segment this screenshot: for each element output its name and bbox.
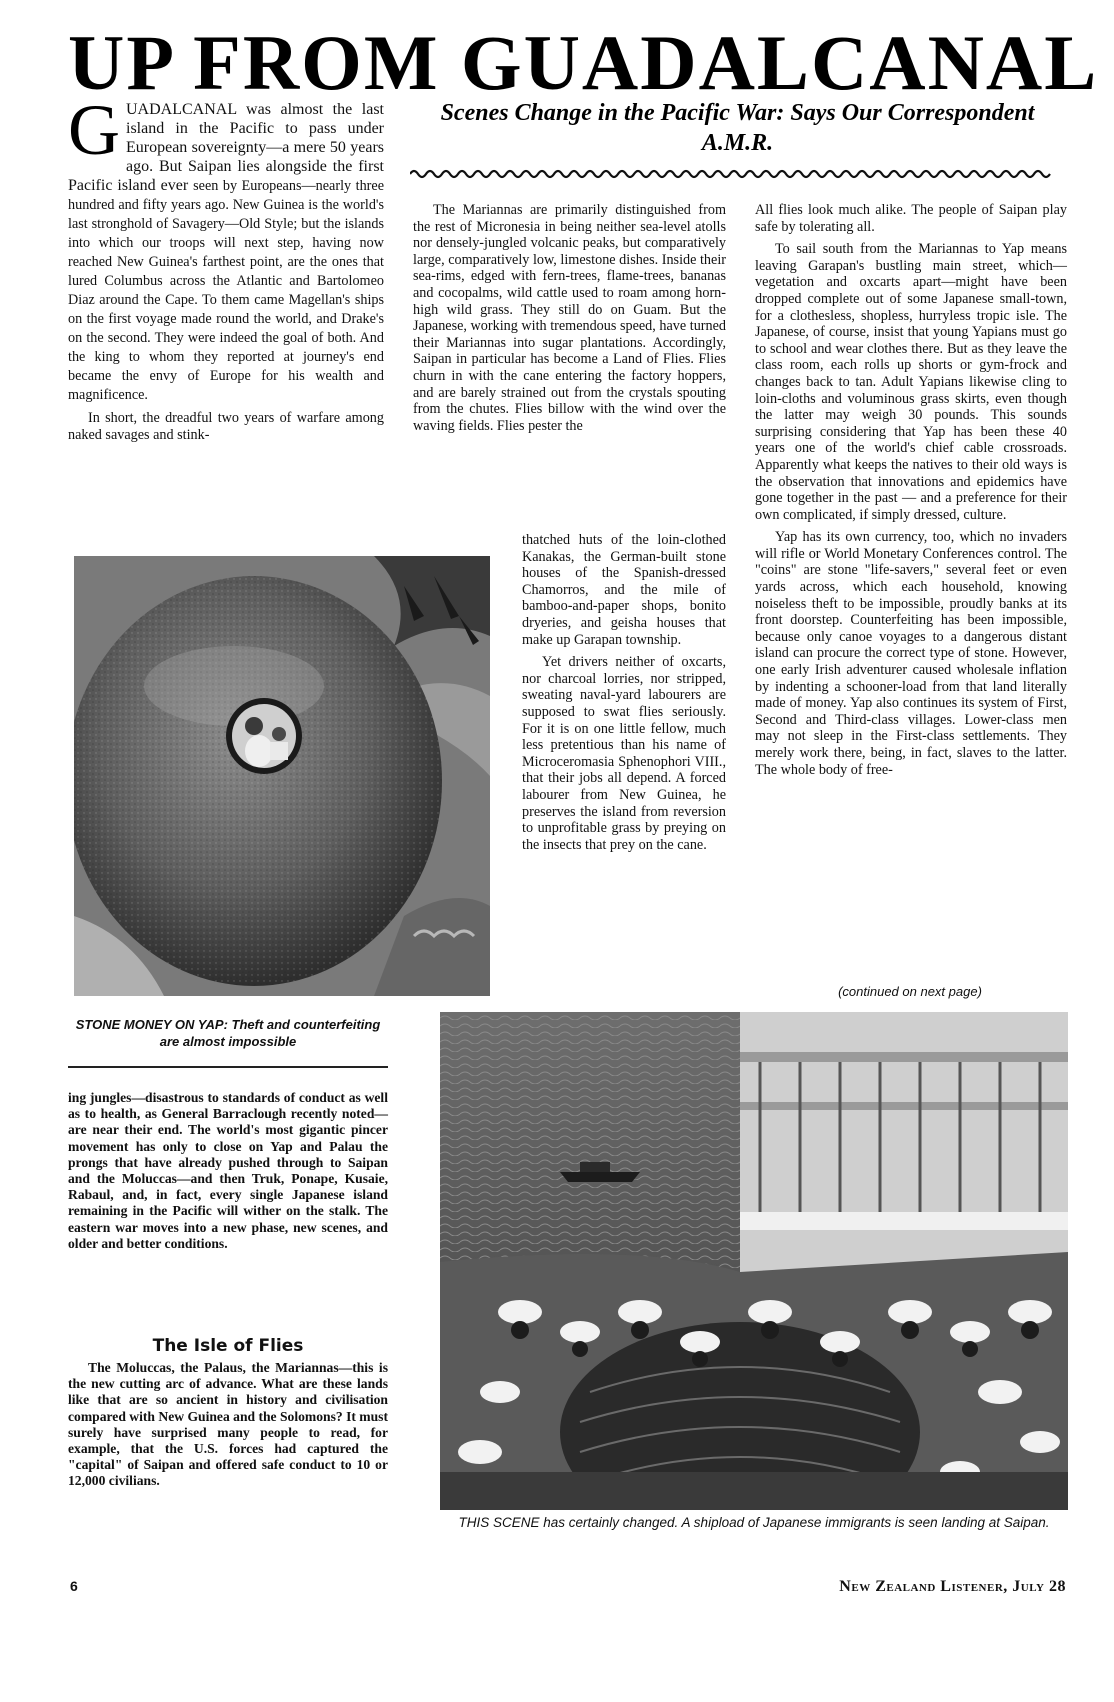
paragraph: Yap has its own currency, too, which no invaders will rifle or World Monetary Conferences control. The "coins" are stone "life-savers," several feet or even yards across, which each household, knowing noiseless theft to be impossible, proudly banks at its front doorstep. Counterfeiting has been impossible, because only canoe voyages to a dangerous distant island can procure the correct type of stone. However, one early Irish adventurer caused wholesale inflation by indenting a schooner-load from that land literally made of money. Yap also continues its system of First, Second and Third-class villages. Lower-class men may not sleep in the First-class settlements. They merely work there, being, in fact, slaves to the latter. The whole body of free-: [755, 529, 1067, 778]
page-number: 6: [70, 1578, 78, 1594]
paragraph: ing jungles—disastrous to standards of conduct as well as to health, as General Barraclough recently noted—are near their end. The world's most gigantic pincer movement has only to close on Yap and Palau the prongs that have already pushed through to Saipan and the Moluccas—and then Truk, Ponape, Kusaie, Rabaul, and, in fact, every single Japanese island remaining in the Pacific will wither on the stalk. The eastern war moves into a new phase, new scenes, and older and better conditions.: [68, 1090, 388, 1251]
paragraph: The Moluccas, the Palaus, the Mariannas—this is the new cutting arc of advance. What are these lands like that are so ancient in history and civilisation compared with New Guinea and the Solomons? It must surely have surprised many people to read, for example, that the U.S. forces had captured the "capital" of Saipan and offered safe conduct to 10 or 12,000 civilians.: [68, 1360, 388, 1489]
paragraph: Yet drivers neither of oxcarts, nor charcoal lorries, nor stripped, sweating naval-yard labourers are supposed to swat flies seriously. For it is on one little fellow, much less pretentious than his name of Microceromasia Sphenophori VIII., that their jobs all depend. A forced labourer from New Guinea, he preserves the island from reversion to unprofitable grass by preying on the insects that prey on the cane.: [522, 654, 726, 853]
column-2: [413, 202, 726, 440]
stone-money-photo: [74, 556, 490, 996]
publication-footer: New Zealand Listener, July 28: [839, 1578, 1066, 1595]
column-1: [68, 90, 384, 449]
subheading: The Isle of Flies: [152, 1336, 304, 1356]
paragraph: All flies look much alike. The people of Saipan play safe by tolerating all.: [755, 202, 1067, 235]
lead-continuation: seen by Europeans—nearly three hundred and fifty years ago. New Guinea is the world's last stronghold of Savagery—Old Style; but the islands into which our troops will next step, having now reached New Guinea's farthest point, are the ones that lured Columbus across the Atlantic and Bartolomeo Diaz around the Cape. To them came Magellan's ships on the first voyage made round the world, and Drake's on the second. They were indeed the goal of both. And the king to whom they reported at journey's end became the envy of Europe for his wealth and magnificence.: [68, 178, 384, 403]
wavy-rule: [410, 168, 1065, 180]
headline: UP FROM GUADALCANAL: [68, 19, 1099, 106]
paragraph-continuation: thatched huts of the loin-clothed Kanakas, the German-built stone houses of the Spanish-dressed Chamorros, and the mile of bamboo-and-paper shops, bonito dryeries, and geisha houses that make up Garapan township.: [522, 532, 726, 648]
stone-money-caption: STONE MONEY ON YAP: Theft and counterfeiting are almost impossible: [75, 1017, 381, 1049]
lead-paragraph: [68, 90, 384, 404]
ship-immigrants-photo: [440, 1012, 1068, 1510]
paragraph: In short, the dreadful two years of warfare among naked savages and stink-: [68, 410, 384, 443]
ship-scene-caption: THIS SCENE has certainly changed. A shipload of Japanese immigrants is seen landing at Saipan.: [458, 1515, 1050, 1530]
column-3: [755, 202, 1067, 784]
column-2-narrow: [522, 532, 726, 859]
paragraph: To sail south from the Mariannas to Yap means leaving Garapan's bustling main street, which—vegetation and oxcarts apart—might have been dropped complete out of some Japanese small-town, for a clothesless, shopless, hurryless tropic isle. The Japanese, of course, insist that young Yapians must go to school and wear clothes there. But as they leave the class room, each rolls up shorts or gym-frock and changes back to tan. Adult Yapians likewise cling to loin-cloths and voluminous grass skirts, even though the latter may weigh 30 pounds. This sounds surprising considering that Yap has been these 40 years one of the world's chief cable crossroads. Apparently what keeps the natives to their old ways is the observation that innovations and epidemics have gone together in the past — and a preference for their own complicated, if simply dressed, culture.: [755, 241, 1067, 523]
column-4: [68, 1090, 388, 1258]
continued-note: (continued on next page): [838, 984, 982, 999]
lead-text: UADALCANAL was almost the last island in the Pacific to pass under European sovereignty—a mere 50 years ago. But Saipan lies alongside the first Pacific island ever: [68, 101, 384, 194]
column-4-lower: [68, 1360, 388, 1496]
deck-subtitle: Scenes Change in the Pacific War: Says Our Correspondent A.M.R.: [440, 100, 1035, 156]
drop-cap: G: [68, 90, 120, 170]
paragraph: The Mariannas are primarily distinguished from the rest of Micronesia in being neither sea-level atolls nor densely-jungled volcanic peaks, but comparatively large, comparatively low, limestone dishes. Inside their sea-rims, edged with fern-trees, flame-trees, bananas and cocopalms, wild cattle used to roam among horn-high wild grass. They still do on Guam. But the Japanese, working with tremendous speed, have turned their Mariannas into sugar plantations. Accordingly, Saipan in particular has become a Land of Flies. Flies churn in with the cane entering the factory hoppers, and are barely strained out from the crystals spouting from the chutes. Flies billow with the wind over the waving fields. Flies pester the: [413, 202, 726, 434]
caption-rule: [68, 1066, 388, 1068]
